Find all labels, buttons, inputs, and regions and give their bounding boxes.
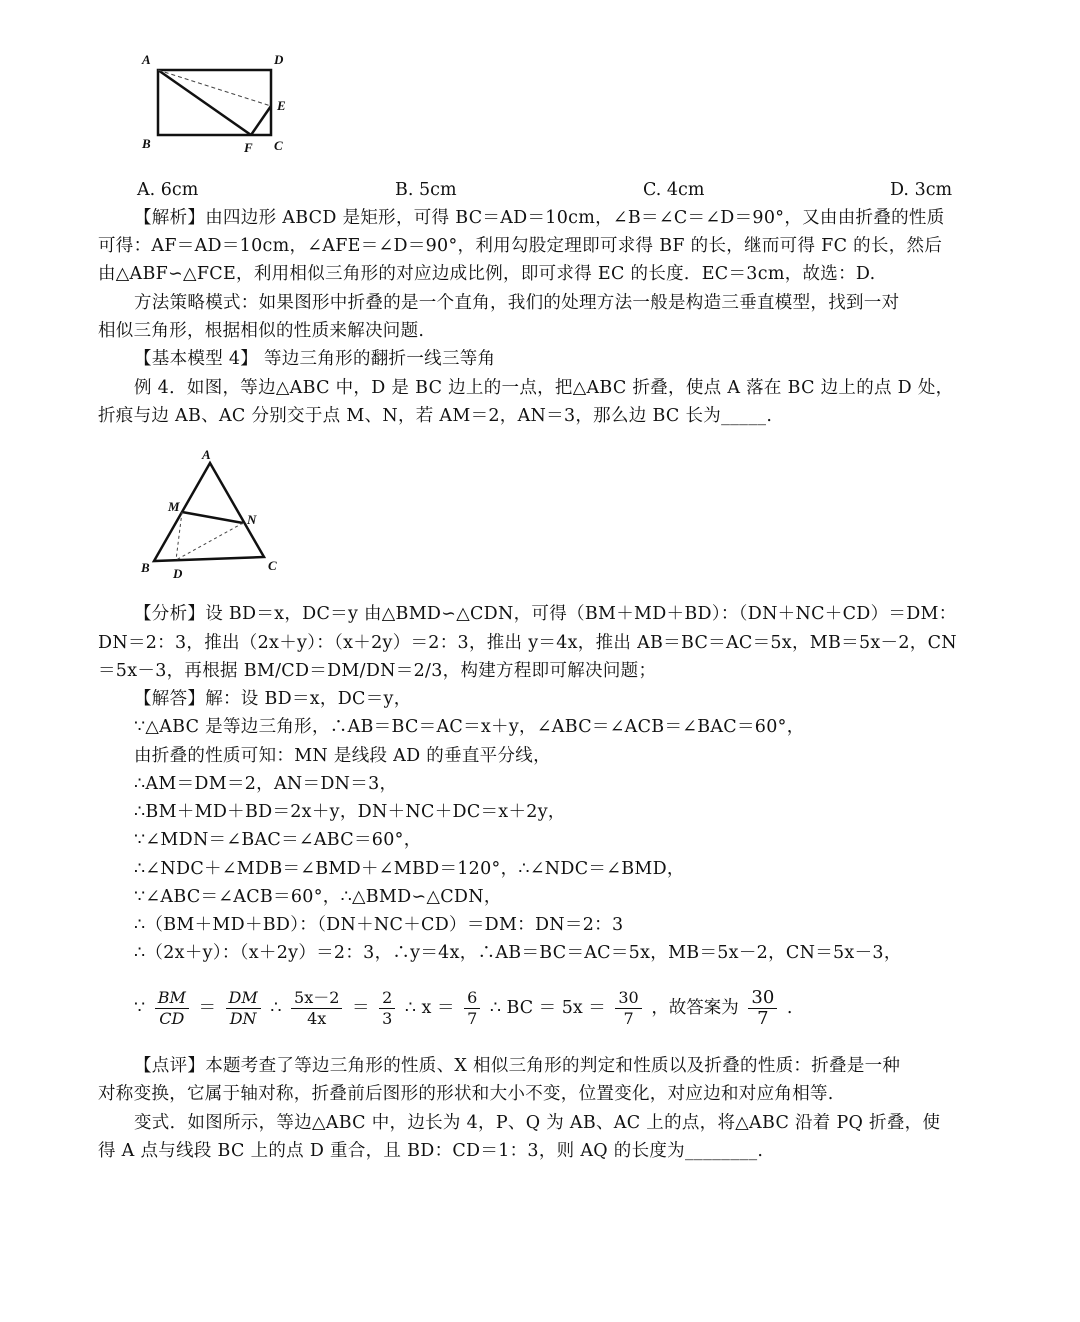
fraction-30-7: $\frac{30}{7}$ — [615, 988, 641, 1029]
label-b: B — [142, 136, 151, 151]
label-e: E — [277, 98, 286, 113]
label-c: C — [274, 138, 283, 153]
solution-line-7: ∵∠ABC＝∠ACB＝60°，∴△BMD∽△CDN， — [134, 887, 502, 907]
solution-line-8: ∴（BM＋MD＋BD）：（DN＋NC＋CD）＝DM：DN＝2：3 — [134, 915, 624, 935]
comment-line-2: 对称变换，它属于轴对称，折叠前后图形的形状和大小不变，位置变化，对应边和对应角相等. — [98, 1084, 834, 1104]
label-a: A — [142, 52, 151, 67]
fraction-bm-cd: $\frac{BM}{CD}$ — [155, 988, 189, 1029]
fraction-answer-30-7: $\frac{30}{7}$ — [748, 988, 777, 1029]
figure-rectangle-fold — [136, 48, 316, 158]
dashed-ae — [158, 70, 271, 106]
label-c: C — [268, 558, 277, 573]
analysis-line-1: 【解析】由四边形 ABCD 是矩形，可得 BC＝AD＝10cm，∠B＝∠C＝∠D＝90°，又由由折叠的性质 — [134, 208, 945, 228]
option-c: C. 4cm — [643, 180, 705, 200]
label-b: B — [141, 560, 150, 575]
fraction-5x-4x: $\frac{5x-2}{4x}$ — [291, 988, 342, 1029]
solution-line-0: 【解答】解：设 BD＝x，DC＝y， — [134, 689, 412, 709]
label-d: D — [274, 52, 284, 67]
fraction-dm-dn: $\frac{DM}{DN}$ — [226, 988, 261, 1029]
strategy-line-2: 相似三角形，根据相似的性质来解决问题. — [98, 321, 425, 341]
rectangle-abcd — [158, 70, 271, 135]
example-line-2: 折痕与边 AB、AC 分别交于点 M、N，若 AM＝2，AN＝3，那么边 BC 长为_____. — [98, 406, 773, 426]
analysis-line-3: 由△ABF∽△FCE，利用相似三角形的对应边成比例，即可求得 EC 的长度．EC＝3cm，故选：D. — [98, 264, 876, 284]
solution-line-2: 由折叠的性质可知：MN 是线段 AD 的垂直平分线， — [134, 746, 551, 766]
option-a: A. 6cm — [137, 180, 199, 200]
label-f: F — [244, 140, 253, 155]
label-n: N — [247, 512, 257, 527]
segment-af — [158, 70, 251, 135]
solution-line-1: ∵△ABC 是等边三角形，∴AB＝BC＝AC＝x＋y，∠ABC＝∠ACB＝∠BAC＝60°， — [134, 717, 805, 737]
label-a: A — [202, 447, 211, 462]
analysis-line-2: 可得：AF＝AD＝10cm，∠AFE＝∠D＝90°，利用勾股定理即可求得 BF 的长，继而可得 FC 的长，然后 — [98, 236, 943, 256]
solution-line-3: ∴AM＝DM＝2，AN＝DN＝3， — [134, 774, 398, 794]
fraction-2-3: $\frac{2}{3}$ — [379, 988, 395, 1029]
segment-fe — [251, 106, 271, 135]
example-line-1: 例 4．如图，等边△ABC 中，D 是 BC 边上的一点，把△ABC 折叠，使点 A 落在 BC 边上的点 D 处， — [134, 378, 954, 398]
figure-triangle-fold — [136, 446, 296, 586]
segment-mn — [182, 512, 243, 523]
fenxi-line-2: DN＝2：3，推出（2x＋y）：（x＋2y）＝2：3，推出 y＝4x，推出 AB＝BC＝AC＝5x，MB＝5x－2，CN — [98, 633, 957, 653]
dashed-nd — [176, 523, 243, 560]
solution-line-6: ∴∠NDC＋∠MDB＝∠BMD＋∠MBD＝120°，∴∠NDC＝∠BMD， — [134, 859, 685, 879]
option-b: B. 5cm — [395, 180, 457, 200]
option-d: D. 3cm — [890, 180, 953, 200]
fraction-6-7: $\frac{6}{7}$ — [464, 988, 480, 1029]
fenxi-line-1: 【分析】设 BD＝x，DC＝y 由△BMD∽△CDN，可得（BM＋MD＋BD）：（DN＋NC＋CD）＝DM： — [134, 604, 957, 624]
variant-line-2: 得 A 点与线段 BC 上的点 D 重合，且 BD：CD＝1：3，则 AQ 的长度为________. — [98, 1141, 764, 1161]
fenxi-line-3: ＝5x－3，再根据 BM/CD＝DM/DN＝2/3，构建方程即可解决问题； — [98, 661, 657, 681]
model-heading: 【基本模型 4】 等边三角形的翻折一线三等角 — [134, 349, 496, 369]
comment-line-1: 【点评】本题考查了等边三角形的性质、X 相似三角形的判定和性质以及折叠的性质：折叠是一种 — [134, 1056, 901, 1076]
variant-line-1: 变式．如图所示，等边△ABC 中，边长为 4，P、Q 为 AB、AC 上的点，将△ABC 沿着 PQ 折叠，使 — [134, 1113, 941, 1133]
label-d: D — [173, 566, 183, 581]
fraction-equation: ∵ $\frac{BM}{CD}$ ＝ $\frac{DM}{DN}$ ∴ $\frac{5x-2}{4x}$ ＝ $\frac{2}{3}$ ∴ x ＝ $\frac{6}{7}$ ∴ BC ＝ 5x ＝ $\frac{30}{7}$ ，故答案为 $\frac{30}{7}$ . — [134, 987, 793, 1029]
solution-line-4: ∴BM＋MD＋BD＝2x＋y，DN＋NC＋DC＝x＋2y， — [134, 802, 566, 822]
label-m: M — [168, 499, 180, 514]
strategy-line-1: 方法策略模式：如果图形中折叠的是一个直角，我们的处理方法一般是构造三垂直模型，找到一对 — [134, 293, 900, 313]
solution-line-5: ∵∠MDN＝∠BAC＝∠ABC＝60°， — [134, 830, 422, 850]
solution-line-9: ∴（2x＋y）：（x＋2y）＝2：3，∴y＝4x，∴AB＝BC＝AC＝5x，MB＝5x－2，CN＝5x－3， — [134, 943, 902, 963]
